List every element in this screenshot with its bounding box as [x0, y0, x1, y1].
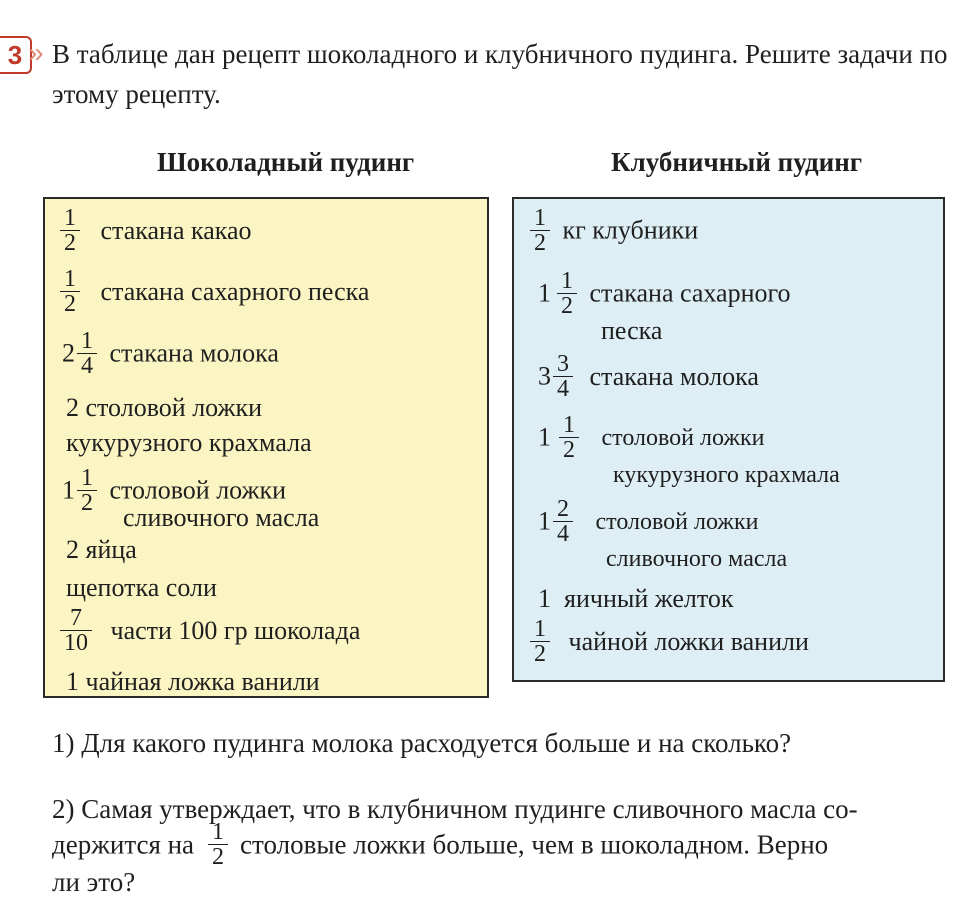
choc-item-starch-line1: 2 столовой ложки: [66, 393, 263, 422]
choc-item-butter-line2: сливочного масла: [123, 503, 320, 532]
fraction: $\frac{3}{4}$: [553, 352, 573, 401]
straw-item-butter: 1 $\frac{2}{4}$ столовой ложки: [538, 496, 759, 547]
choc-item-salt: щепотка соли: [66, 573, 217, 602]
fraction: $\frac{1}{2}$: [60, 267, 80, 316]
fraction: $\frac{1}{4}$: [77, 329, 97, 378]
fraction: $\frac{1}{2}$: [77, 466, 97, 515]
choc-item-starch-line2: кукурузного крахмала: [66, 428, 312, 457]
choc-item-eggs: 2 яйца: [66, 535, 137, 564]
chevron-icon: »: [28, 37, 34, 68]
fraction: $\frac{2}{4}$: [553, 497, 573, 546]
straw-item-berries: $\frac{1}{2}$ кг клубники: [528, 206, 698, 255]
straw-item-sugar-line2: песка: [601, 316, 663, 345]
choc-item-cocoa: $\frac{1}{2}$ стакана какао: [58, 206, 252, 255]
fraction: $\frac{1}{2}$: [530, 617, 550, 666]
fraction: $\frac{1}{2}$: [208, 820, 228, 869]
fraction: $\frac{7}{10}$: [60, 606, 92, 655]
chocolate-title: Шоколадный пудинг: [157, 147, 415, 177]
straw-item-yolk: 1 яичный желток: [538, 584, 734, 613]
choc-item-chocolate: $\frac{7}{10}$ части 100 гр шоколада: [58, 606, 360, 655]
choc-item-sugar: $\frac{1}{2}$ стакана сахарного песка: [58, 267, 369, 316]
strawberry-title: Клубничный пудинг: [611, 147, 863, 177]
question-1: 1) Для какого пудинга молока расходуется больше и на сколько?: [52, 728, 792, 758]
choc-item-milk: 2 $\frac{1}{4}$ стакана молока: [62, 328, 279, 379]
fraction: $\frac{1}{2}$: [60, 206, 80, 255]
fraction: $\frac{1}{2}$: [559, 413, 579, 462]
straw-item-butter-line2: сливочного масла: [606, 546, 788, 572]
choc-item-butter: 1 $\frac{1}{2}$ столовой ложки: [62, 465, 287, 516]
fraction: $\frac{1}{2}$: [557, 269, 577, 318]
question-2-line1: 2) Самая утверждает, что в клубничном пудинге сливочного масла со-: [52, 794, 858, 824]
straw-item-vanilla: $\frac{1}{2}$ чайной ложки ванили: [528, 617, 809, 666]
question-2-line2: держится на $\frac{1}{2}$ столовые ложки больше, чем в шоколадном. Верно: [52, 819, 829, 870]
straw-item-milk: 3 $\frac{3}{4}$ стакана молока: [538, 351, 759, 402]
straw-item-sugar: 1 $\frac{1}{2}$ стакана сахарного: [538, 268, 791, 319]
task-intro: В таблице дан рецепт шоколадного и клубничного пудинга. Решите задачи по этому рецепту.: [52, 39, 948, 109]
choc-item-vanilla: 1 чайная ложка ванили: [66, 667, 320, 696]
task-number-badge: 3: [0, 36, 32, 74]
straw-item-starch: 1 $\frac{1}{2}$ столовой ложки: [538, 412, 765, 463]
question-2-line3: ли это?: [52, 867, 136, 897]
fraction: $\frac{1}{2}$: [530, 206, 550, 255]
straw-item-starch-line2: кукурузного крахмала: [613, 462, 840, 488]
